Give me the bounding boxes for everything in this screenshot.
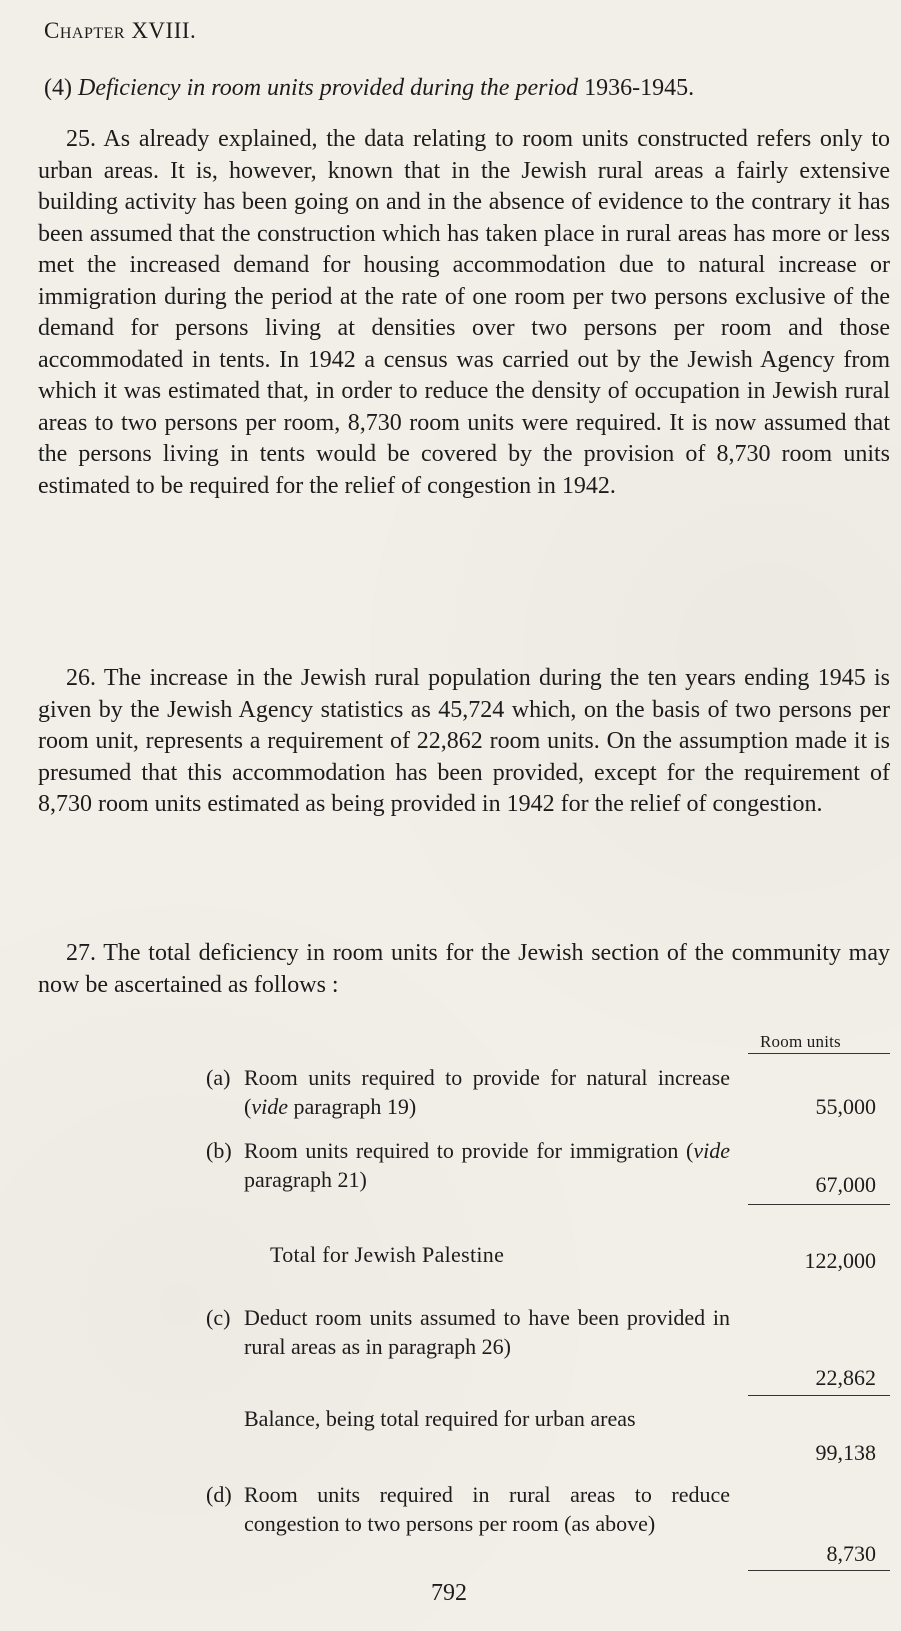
page-number: 792	[431, 1580, 467, 1606]
section-title: Deficiency in room units provided during the period	[77, 75, 579, 101]
column-header: Room units	[760, 1032, 841, 1051]
row-b-letter: (b)	[206, 1138, 232, 1163]
section-number: (4)	[44, 75, 72, 101]
row-a-text-italic: vide	[251, 1093, 288, 1119]
row-d-letter: (d)	[206, 1482, 232, 1507]
balance-text: Balance, being total required for urban areas	[244, 1406, 636, 1431]
deduction-rule	[748, 1395, 890, 1396]
row-d-label	[206, 1481, 730, 1538]
total-value: 122,000	[804, 1248, 876, 1273]
row-a-text-before: Room units required to provide for natural increase (	[244, 1065, 730, 1119]
total-label: Total for Jewish Palestine	[270, 1242, 505, 1267]
column-header-rule	[748, 1053, 890, 1054]
section-heading	[44, 72, 894, 104]
row-b-text-before: Room units required to provide for immigration (	[244, 1138, 694, 1163]
row-a-letter: (a)	[206, 1065, 231, 1090]
subtotal-rule	[748, 1204, 890, 1205]
row-c-text: Deduct room units assumed to have been provided in rural areas as in paragraph 26)	[244, 1305, 730, 1359]
paragraph-26: 26. The increase in the Jewish rural population during the ten years ending 1945 is given by the Jewish Agency statistics as 45,724 which, on the basis of two persons per room unit, represents a requirement of 22,862 room units. On the assumption made it is presumed that this accommodation has been provided, except for the requirement of 8,730 room units estimated as being provided in 1942 for the relief of congestion.	[38, 665, 890, 817]
row-c-label	[206, 1304, 730, 1361]
row-d-text: Room units required in rural areas to reduce congestion to two persons per room (as above)	[244, 1482, 730, 1536]
row-d-value: 8,730	[826, 1541, 876, 1566]
balance-label	[244, 1405, 730, 1434]
row-b-label	[206, 1137, 730, 1194]
balance-value: 99,138	[815, 1440, 876, 1465]
running-head: Chapter XVIII.	[44, 18, 197, 43]
final-rule	[748, 1570, 890, 1571]
row-c-letter: (c)	[206, 1305, 231, 1330]
row-a-text-after: paragraph 19)	[287, 1093, 417, 1119]
row-b-value: 67,000	[815, 1172, 876, 1197]
paragraph-25: 25. As already explained, the data relating to room units constructed refers only to urban areas. It is, however, known that in the Jewish rural areas a fairly extensive building activity has been going on and in the absence of evidence to the contrary it has been assumed that the construction which has taken place in rural areas has more or less met the increased demand for housing accommodation due to natural increase or immigration during the period at the rate of one room per two persons exclusive of the demand for persons living at densities over two persons per room and those accommodated in tents. In 1942 a census was carried out by the Jewish Agency from which it was estimated that, in order to reduce the density of occupation in Jewish rural areas to two persons per room, 8,730 room units were required. It is now assumed that the persons living in tents would be covered by the provision of 8,730 room units estimated to be required for the relief of congestion in 1942.	[38, 126, 890, 499]
row-a-label	[206, 1064, 730, 1121]
section-years: 1936-1945.	[584, 75, 695, 101]
row-a-value: 55,000	[815, 1094, 876, 1119]
row-b-text-italic: vide	[693, 1138, 730, 1163]
row-c-value: 22,862	[815, 1365, 876, 1390]
row-b-text-after: paragraph 21)	[244, 1166, 367, 1192]
paragraph-27: 27. The total deficiency in room units for the Jewish section of the community may now be ascertained as follows :	[38, 940, 890, 998]
